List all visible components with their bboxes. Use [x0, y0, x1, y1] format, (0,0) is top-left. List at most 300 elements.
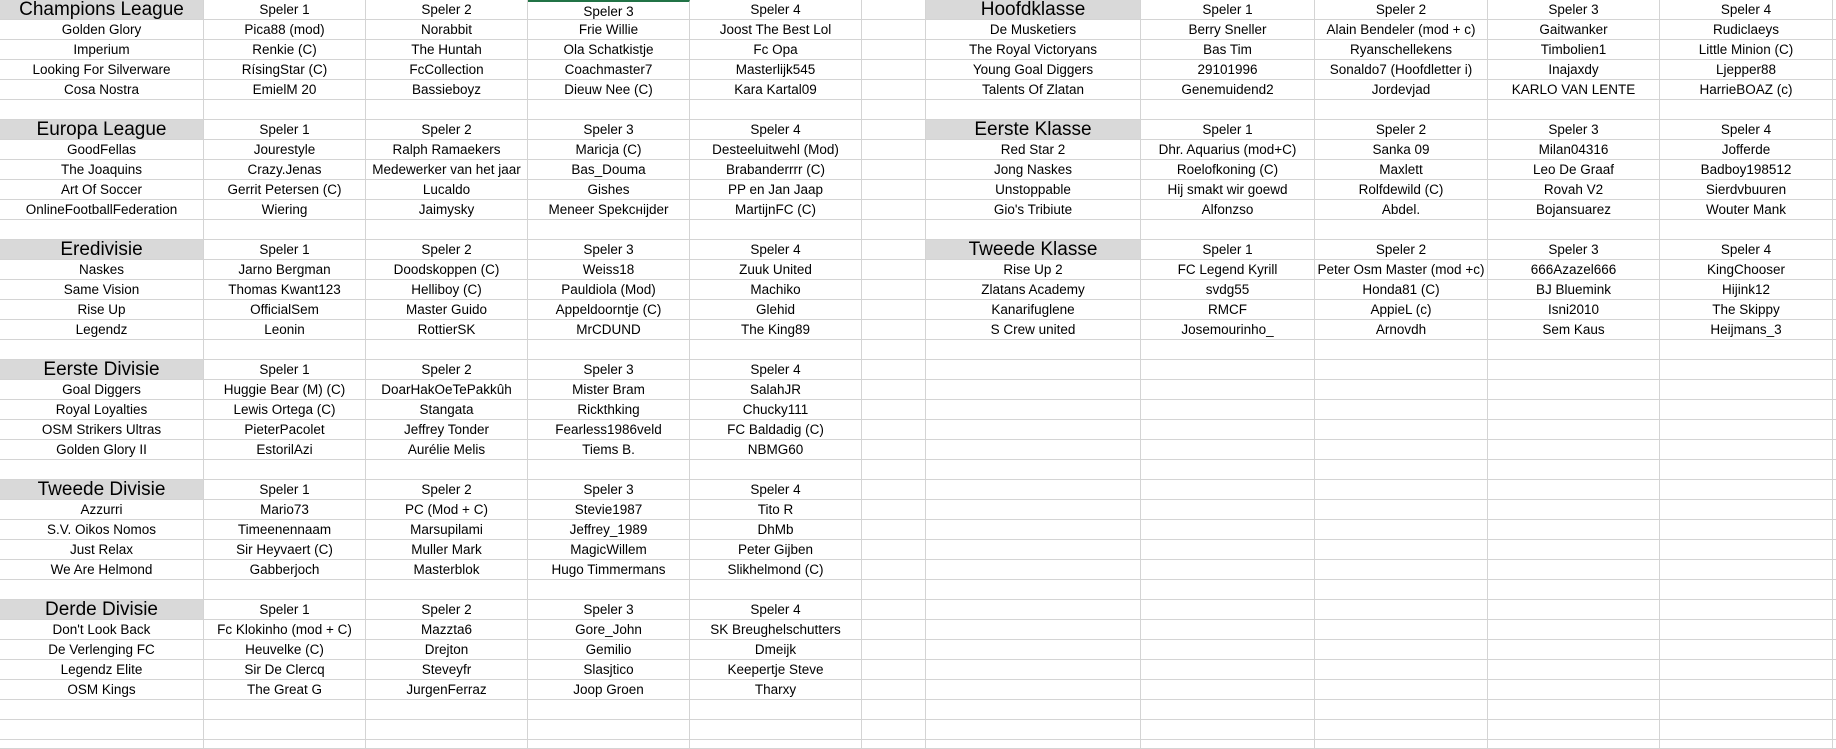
empty-cell[interactable]: [1660, 560, 1833, 580]
team-name-cell[interactable]: OSM Kings: [0, 680, 204, 700]
team-name-cell[interactable]: Rise Up: [0, 300, 204, 320]
empty-cell[interactable]: [1141, 360, 1315, 380]
player-cell[interactable]: Bassieboyz: [366, 80, 528, 100]
player-cell[interactable]: Ryanschellekens: [1315, 40, 1488, 60]
player-cell[interactable]: Badboy198512: [1660, 160, 1833, 180]
player-cell[interactable]: OfficialSem: [204, 300, 366, 320]
empty-cell[interactable]: [1488, 620, 1660, 640]
empty-cell[interactable]: [1488, 440, 1660, 460]
empty-cell[interactable]: [528, 580, 690, 600]
player-cell[interactable]: Honda81 (C): [1315, 280, 1488, 300]
empty-cell[interactable]: [690, 100, 862, 120]
player-cell[interactable]: Joost The Best Lol: [690, 20, 862, 40]
player-cell[interactable]: Dieuw Nee (C): [528, 80, 690, 100]
empty-cell[interactable]: [1315, 620, 1488, 640]
empty-cell[interactable]: [1660, 500, 1833, 520]
player-cell[interactable]: Muller Mark: [366, 540, 528, 560]
empty-cell[interactable]: [1315, 440, 1488, 460]
player-cell[interactable]: Ola Schatkistje: [528, 40, 690, 60]
player-cell[interactable]: Keepertje Steve: [690, 660, 862, 680]
empty-cell[interactable]: [1488, 220, 1660, 240]
empty-cell[interactable]: [1141, 520, 1315, 540]
league-title-cell[interactable]: Champions League: [0, 0, 204, 20]
player-cell[interactable]: svdg55: [1141, 280, 1315, 300]
empty-cell[interactable]: [204, 700, 366, 720]
header-cell[interactable]: Speler 3: [528, 600, 690, 620]
player-cell[interactable]: Sonaldo7 (Hoofdletter i): [1315, 60, 1488, 80]
empty-cell[interactable]: [1660, 440, 1833, 460]
empty-cell[interactable]: [204, 220, 366, 240]
league-title-cell[interactable]: Eredivisie: [0, 240, 204, 260]
empty-cell[interactable]: [1141, 480, 1315, 500]
empty-cell[interactable]: [862, 400, 926, 420]
player-cell[interactable]: Joop Groen: [528, 680, 690, 700]
league-title-cell[interactable]: Tweede Divisie: [0, 480, 204, 500]
player-cell[interactable]: Gerrit Petersen (C): [204, 180, 366, 200]
empty-cell[interactable]: [926, 640, 1141, 660]
team-name-cell[interactable]: Zlatans Academy: [926, 280, 1141, 300]
empty-cell[interactable]: [1660, 600, 1833, 620]
empty-cell[interactable]: [862, 360, 926, 380]
empty-cell[interactable]: [1315, 420, 1488, 440]
empty-cell[interactable]: [926, 420, 1141, 440]
player-cell[interactable]: Glehid: [690, 300, 862, 320]
player-cell[interactable]: Lewis Ortega (C): [204, 400, 366, 420]
empty-cell[interactable]: [1141, 500, 1315, 520]
player-cell[interactable]: Weiss18: [528, 260, 690, 280]
empty-cell[interactable]: [862, 600, 926, 620]
player-cell[interactable]: Hugo Timmermans: [528, 560, 690, 580]
player-cell[interactable]: Slasjtico: [528, 660, 690, 680]
player-cell[interactable]: Bojansuarez: [1488, 200, 1660, 220]
empty-cell[interactable]: [926, 460, 1141, 480]
header-cell[interactable]: Speler 2: [366, 120, 528, 140]
empty-cell[interactable]: [1660, 220, 1833, 240]
empty-cell[interactable]: [366, 720, 528, 740]
empty-cell[interactable]: [862, 380, 926, 400]
header-cell[interactable]: Speler 2: [1315, 120, 1488, 140]
team-name-cell[interactable]: De Verlenging FC: [0, 640, 204, 660]
player-cell[interactable]: Little Minion (C): [1660, 40, 1833, 60]
player-cell[interactable]: KARLO VAN LENTE: [1488, 80, 1660, 100]
team-name-cell[interactable]: Unstoppable: [926, 180, 1141, 200]
empty-cell[interactable]: [690, 460, 862, 480]
empty-cell[interactable]: [1315, 560, 1488, 580]
empty-cell[interactable]: [366, 100, 528, 120]
empty-cell[interactable]: [926, 480, 1141, 500]
empty-cell[interactable]: [926, 500, 1141, 520]
player-cell[interactable]: Jaimysky: [366, 200, 528, 220]
empty-cell[interactable]: [1488, 720, 1660, 740]
player-cell[interactable]: Kara Kartal09: [690, 80, 862, 100]
player-cell[interactable]: Dmeijk: [690, 640, 862, 660]
player-cell[interactable]: MartijnFC (C): [690, 200, 862, 220]
empty-cell[interactable]: [1488, 680, 1660, 700]
empty-cell[interactable]: [1488, 460, 1660, 480]
player-cell[interactable]: BJ Bluemink: [1488, 280, 1660, 300]
team-name-cell[interactable]: Young Goal Diggers: [926, 60, 1141, 80]
team-name-cell[interactable]: Golden Glory: [0, 20, 204, 40]
header-cell[interactable]: Speler 2: [366, 360, 528, 380]
empty-cell[interactable]: [366, 740, 528, 749]
empty-cell[interactable]: [1660, 580, 1833, 600]
empty-cell[interactable]: [1141, 440, 1315, 460]
empty-cell[interactable]: [926, 620, 1141, 640]
player-cell[interactable]: Heuvelke (C): [204, 640, 366, 660]
player-cell[interactable]: Gishes: [528, 180, 690, 200]
player-cell[interactable]: Timbolien1: [1488, 40, 1660, 60]
empty-cell[interactable]: [1315, 480, 1488, 500]
player-cell[interactable]: Slikhelmond (C): [690, 560, 862, 580]
empty-cell[interactable]: [862, 480, 926, 500]
empty-cell[interactable]: [862, 160, 926, 180]
player-cell[interactable]: The King89: [690, 320, 862, 340]
empty-cell[interactable]: [528, 220, 690, 240]
empty-cell[interactable]: [862, 580, 926, 600]
empty-cell[interactable]: [204, 580, 366, 600]
empty-cell[interactable]: [926, 740, 1141, 749]
player-cell[interactable]: Stevie1987: [528, 500, 690, 520]
player-cell[interactable]: Steveyfr: [366, 660, 528, 680]
team-name-cell[interactable]: Talents Of Zlatan: [926, 80, 1141, 100]
team-name-cell[interactable]: Gio's Tribiute: [926, 200, 1141, 220]
empty-cell[interactable]: [690, 220, 862, 240]
empty-cell[interactable]: [926, 600, 1141, 620]
empty-cell[interactable]: [1315, 720, 1488, 740]
team-name-cell[interactable]: Red Star 2: [926, 140, 1141, 160]
header-cell[interactable]: Speler 2: [1315, 240, 1488, 260]
player-cell[interactable]: Gaitwanker: [1488, 20, 1660, 40]
empty-cell[interactable]: [1660, 720, 1833, 740]
empty-cell[interactable]: [1315, 100, 1488, 120]
empty-cell[interactable]: [1660, 420, 1833, 440]
empty-cell[interactable]: [926, 660, 1141, 680]
empty-cell[interactable]: [862, 640, 926, 660]
empty-cell[interactable]: [1488, 520, 1660, 540]
empty-cell[interactable]: [0, 220, 204, 240]
selected-cell[interactable]: Speler 3: [528, 0, 690, 20]
player-cell[interactable]: Meneer Spekснijder: [528, 200, 690, 220]
team-name-cell[interactable]: Naskes: [0, 260, 204, 280]
player-cell[interactable]: Coachmaster7: [528, 60, 690, 80]
empty-cell[interactable]: [1315, 540, 1488, 560]
empty-cell[interactable]: [0, 740, 204, 749]
player-cell[interactable]: Jordevjad: [1315, 80, 1488, 100]
empty-cell[interactable]: [0, 340, 204, 360]
team-name-cell[interactable]: Looking For Silverware: [0, 60, 204, 80]
empty-cell[interactable]: [1488, 340, 1660, 360]
player-cell[interactable]: Wiering: [204, 200, 366, 220]
player-cell[interactable]: Pauldiola (Mod): [528, 280, 690, 300]
team-name-cell[interactable]: GoodFellas: [0, 140, 204, 160]
player-cell[interactable]: HarrieBOAZ (c): [1660, 80, 1833, 100]
empty-cell[interactable]: [926, 520, 1141, 540]
team-name-cell[interactable]: Legendz Elite: [0, 660, 204, 680]
player-cell[interactable]: Gemilio: [528, 640, 690, 660]
empty-cell[interactable]: [1488, 400, 1660, 420]
player-cell[interactable]: KingChooser: [1660, 260, 1833, 280]
empty-cell[interactable]: [862, 420, 926, 440]
empty-cell[interactable]: [1660, 380, 1833, 400]
empty-cell[interactable]: [1315, 460, 1488, 480]
empty-cell[interactable]: [1488, 700, 1660, 720]
header-cell[interactable]: Speler 3: [528, 360, 690, 380]
player-cell[interactable]: Berry Sneller: [1141, 20, 1315, 40]
empty-cell[interactable]: [1315, 220, 1488, 240]
empty-cell[interactable]: [1141, 620, 1315, 640]
player-cell[interactable]: SalahJR: [690, 380, 862, 400]
team-name-cell[interactable]: Royal Loyalties: [0, 400, 204, 420]
player-cell[interactable]: Abdel.: [1315, 200, 1488, 220]
empty-cell[interactable]: [1488, 580, 1660, 600]
player-cell[interactable]: Drejton: [366, 640, 528, 660]
header-cell[interactable]: Speler 4: [1660, 120, 1833, 140]
league-title-cell[interactable]: Tweede Klasse: [926, 240, 1141, 260]
league-title-cell[interactable]: Europa League: [0, 120, 204, 140]
header-cell[interactable]: Speler 1: [204, 360, 366, 380]
empty-cell[interactable]: [528, 740, 690, 749]
header-cell[interactable]: Speler 1: [204, 480, 366, 500]
league-title-cell[interactable]: Hoofdklasse: [926, 0, 1141, 20]
empty-cell[interactable]: [1141, 540, 1315, 560]
player-cell[interactable]: Maricja (C): [528, 140, 690, 160]
empty-cell[interactable]: [1315, 600, 1488, 620]
empty-cell[interactable]: [1488, 540, 1660, 560]
empty-cell[interactable]: [862, 660, 926, 680]
player-cell[interactable]: Hijink12: [1660, 280, 1833, 300]
player-cell[interactable]: Rolfdewild (C): [1315, 180, 1488, 200]
empty-cell[interactable]: [1141, 380, 1315, 400]
team-name-cell[interactable]: Kanarifuglene: [926, 300, 1141, 320]
empty-cell[interactable]: [1488, 100, 1660, 120]
team-name-cell[interactable]: S.V. Oikos Nomos: [0, 520, 204, 540]
player-cell[interactable]: Stangata: [366, 400, 528, 420]
player-cell[interactable]: Hij smakt wir goewd: [1141, 180, 1315, 200]
player-cell[interactable]: Isni2010: [1488, 300, 1660, 320]
empty-cell[interactable]: [204, 340, 366, 360]
player-cell[interactable]: Josemourinho_: [1141, 320, 1315, 340]
empty-cell[interactable]: [862, 680, 926, 700]
empty-cell[interactable]: [1488, 600, 1660, 620]
player-cell[interactable]: The Huntah: [366, 40, 528, 60]
empty-cell[interactable]: [1141, 700, 1315, 720]
empty-cell[interactable]: [1315, 360, 1488, 380]
player-cell[interactable]: Leonin: [204, 320, 366, 340]
header-cell[interactable]: Speler 3: [1488, 120, 1660, 140]
empty-cell[interactable]: [0, 100, 204, 120]
player-cell[interactable]: Sanka 09: [1315, 140, 1488, 160]
player-cell[interactable]: Tharxy: [690, 680, 862, 700]
empty-cell[interactable]: [862, 120, 926, 140]
header-cell[interactable]: Speler 3: [528, 480, 690, 500]
player-cell[interactable]: Jeffrey_1989: [528, 520, 690, 540]
empty-cell[interactable]: [204, 720, 366, 740]
league-title-cell[interactable]: Derde Divisie: [0, 600, 204, 620]
header-cell[interactable]: Speler 1: [204, 600, 366, 620]
header-cell[interactable]: Speler 1: [1141, 240, 1315, 260]
team-name-cell[interactable]: Legendz: [0, 320, 204, 340]
player-cell[interactable]: Brabanderrrr (C): [690, 160, 862, 180]
empty-cell[interactable]: [926, 700, 1141, 720]
player-cell[interactable]: Rickthking: [528, 400, 690, 420]
player-cell[interactable]: MagicWillem: [528, 540, 690, 560]
empty-cell[interactable]: [926, 100, 1141, 120]
player-cell[interactable]: PieterPacolet: [204, 420, 366, 440]
player-cell[interactable]: RMCF: [1141, 300, 1315, 320]
player-cell[interactable]: MrCDUND: [528, 320, 690, 340]
empty-cell[interactable]: [862, 20, 926, 40]
empty-cell[interactable]: [862, 460, 926, 480]
empty-cell[interactable]: [1315, 700, 1488, 720]
team-name-cell[interactable]: Same Vision: [0, 280, 204, 300]
empty-cell[interactable]: [862, 520, 926, 540]
player-cell[interactable]: Peter Gijben: [690, 540, 862, 560]
empty-cell[interactable]: [862, 80, 926, 100]
empty-cell[interactable]: [1141, 420, 1315, 440]
player-cell[interactable]: Timeenennaam: [204, 520, 366, 540]
empty-cell[interactable]: [862, 240, 926, 260]
empty-cell[interactable]: [862, 700, 926, 720]
empty-cell[interactable]: [1488, 660, 1660, 680]
player-cell[interactable]: Lucaldo: [366, 180, 528, 200]
empty-cell[interactable]: [926, 440, 1141, 460]
empty-cell[interactable]: [1315, 400, 1488, 420]
player-cell[interactable]: Machiko: [690, 280, 862, 300]
player-cell[interactable]: Leo De Graaf: [1488, 160, 1660, 180]
empty-cell[interactable]: [528, 340, 690, 360]
player-cell[interactable]: The Great G: [204, 680, 366, 700]
player-cell[interactable]: Zuuk United: [690, 260, 862, 280]
empty-cell[interactable]: [926, 720, 1141, 740]
empty-cell[interactable]: [1660, 460, 1833, 480]
empty-cell[interactable]: [690, 340, 862, 360]
empty-cell[interactable]: [926, 380, 1141, 400]
empty-cell[interactable]: [926, 220, 1141, 240]
player-cell[interactable]: Huggie Bear (M) (C): [204, 380, 366, 400]
header-cell[interactable]: Speler 2: [366, 240, 528, 260]
player-cell[interactable]: Rudiclaeys: [1660, 20, 1833, 40]
player-cell[interactable]: Peter Osm Master (mod +c): [1315, 260, 1488, 280]
empty-cell[interactable]: [926, 360, 1141, 380]
team-name-cell[interactable]: Jong Naskes: [926, 160, 1141, 180]
empty-cell[interactable]: [1660, 480, 1833, 500]
player-cell[interactable]: The Skippy: [1660, 300, 1833, 320]
player-cell[interactable]: JurgenFerraz: [366, 680, 528, 700]
empty-cell[interactable]: [926, 580, 1141, 600]
player-cell[interactable]: Desteeluitwehl (Mod): [690, 140, 862, 160]
empty-cell[interactable]: [1141, 660, 1315, 680]
empty-cell[interactable]: [926, 540, 1141, 560]
player-cell[interactable]: RottierSK: [366, 320, 528, 340]
header-cell[interactable]: Speler 1: [204, 120, 366, 140]
player-cell[interactable]: Tito R: [690, 500, 862, 520]
empty-cell[interactable]: [862, 620, 926, 640]
empty-cell[interactable]: [862, 60, 926, 80]
player-cell[interactable]: Jarno Bergman: [204, 260, 366, 280]
player-cell[interactable]: Ljepper88: [1660, 60, 1833, 80]
empty-cell[interactable]: [862, 40, 926, 60]
empty-cell[interactable]: [862, 340, 926, 360]
empty-cell[interactable]: [1141, 340, 1315, 360]
player-cell[interactable]: Masterblok: [366, 560, 528, 580]
empty-cell[interactable]: [862, 180, 926, 200]
player-cell[interactable]: Gabberjoch: [204, 560, 366, 580]
player-cell[interactable]: Arnovdh: [1315, 320, 1488, 340]
player-cell[interactable]: Milan04316: [1488, 140, 1660, 160]
player-cell[interactable]: Doodskoppen (C): [366, 260, 528, 280]
header-cell[interactable]: Speler 2: [366, 600, 528, 620]
player-cell[interactable]: Chucky111: [690, 400, 862, 420]
empty-cell[interactable]: [1660, 400, 1833, 420]
header-cell[interactable]: Speler 1: [204, 0, 366, 20]
team-name-cell[interactable]: Golden Glory II: [0, 440, 204, 460]
league-title-cell[interactable]: Eerste Divisie: [0, 360, 204, 380]
player-cell[interactable]: Ralph Ramaekers: [366, 140, 528, 160]
empty-cell[interactable]: [1660, 740, 1833, 749]
player-cell[interactable]: Fearless1986veld: [528, 420, 690, 440]
team-name-cell[interactable]: Azzurri: [0, 500, 204, 520]
player-cell[interactable]: Genemuidend2: [1141, 80, 1315, 100]
empty-cell[interactable]: [1315, 640, 1488, 660]
empty-cell[interactable]: [1141, 640, 1315, 660]
empty-cell[interactable]: [862, 200, 926, 220]
player-cell[interactable]: Maxlett: [1315, 160, 1488, 180]
empty-cell[interactable]: [366, 700, 528, 720]
header-cell[interactable]: Speler 3: [1488, 0, 1660, 20]
player-cell[interactable]: Frie Willie: [528, 20, 690, 40]
empty-cell[interactable]: [204, 460, 366, 480]
empty-cell[interactable]: [1141, 720, 1315, 740]
player-cell[interactable]: Appeldoorntje (C): [528, 300, 690, 320]
empty-cell[interactable]: [1660, 540, 1833, 560]
empty-cell[interactable]: [862, 220, 926, 240]
player-cell[interactable]: AppieL (c): [1315, 300, 1488, 320]
empty-cell[interactable]: [690, 700, 862, 720]
empty-cell[interactable]: [1660, 360, 1833, 380]
empty-cell[interactable]: [366, 580, 528, 600]
empty-cell[interactable]: [1488, 360, 1660, 380]
header-cell[interactable]: Speler 1: [1141, 120, 1315, 140]
empty-cell[interactable]: [862, 300, 926, 320]
player-cell[interactable]: FC Legend Kyrill: [1141, 260, 1315, 280]
header-cell[interactable]: Speler 4: [690, 600, 862, 620]
header-cell[interactable]: Speler 2: [366, 0, 528, 20]
empty-cell[interactable]: [528, 460, 690, 480]
empty-cell[interactable]: [1141, 580, 1315, 600]
empty-cell[interactable]: [926, 340, 1141, 360]
empty-cell[interactable]: [1660, 620, 1833, 640]
empty-cell[interactable]: [862, 280, 926, 300]
player-cell[interactable]: FC Baldadig (C): [690, 420, 862, 440]
player-cell[interactable]: SK Breughelschutters: [690, 620, 862, 640]
header-cell[interactable]: Speler 2: [1315, 0, 1488, 20]
player-cell[interactable]: NBMG60: [690, 440, 862, 460]
player-cell[interactable]: PP en Jan Jaap: [690, 180, 862, 200]
header-cell[interactable]: Speler 4: [690, 120, 862, 140]
player-cell[interactable]: Pica88 (mod): [204, 20, 366, 40]
empty-cell[interactable]: [1141, 400, 1315, 420]
empty-cell[interactable]: [862, 320, 926, 340]
player-cell[interactable]: Inajaxdy: [1488, 60, 1660, 80]
team-name-cell[interactable]: OSM Strikers Ultras: [0, 420, 204, 440]
player-cell[interactable]: Jofferde: [1660, 140, 1833, 160]
player-cell[interactable]: 29101996: [1141, 60, 1315, 80]
team-name-cell[interactable]: Imperium: [0, 40, 204, 60]
header-cell[interactable]: Speler 4: [690, 0, 862, 20]
empty-cell[interactable]: [862, 500, 926, 520]
player-cell[interactable]: EstorilAzi: [204, 440, 366, 460]
player-cell[interactable]: Fc Opa: [690, 40, 862, 60]
